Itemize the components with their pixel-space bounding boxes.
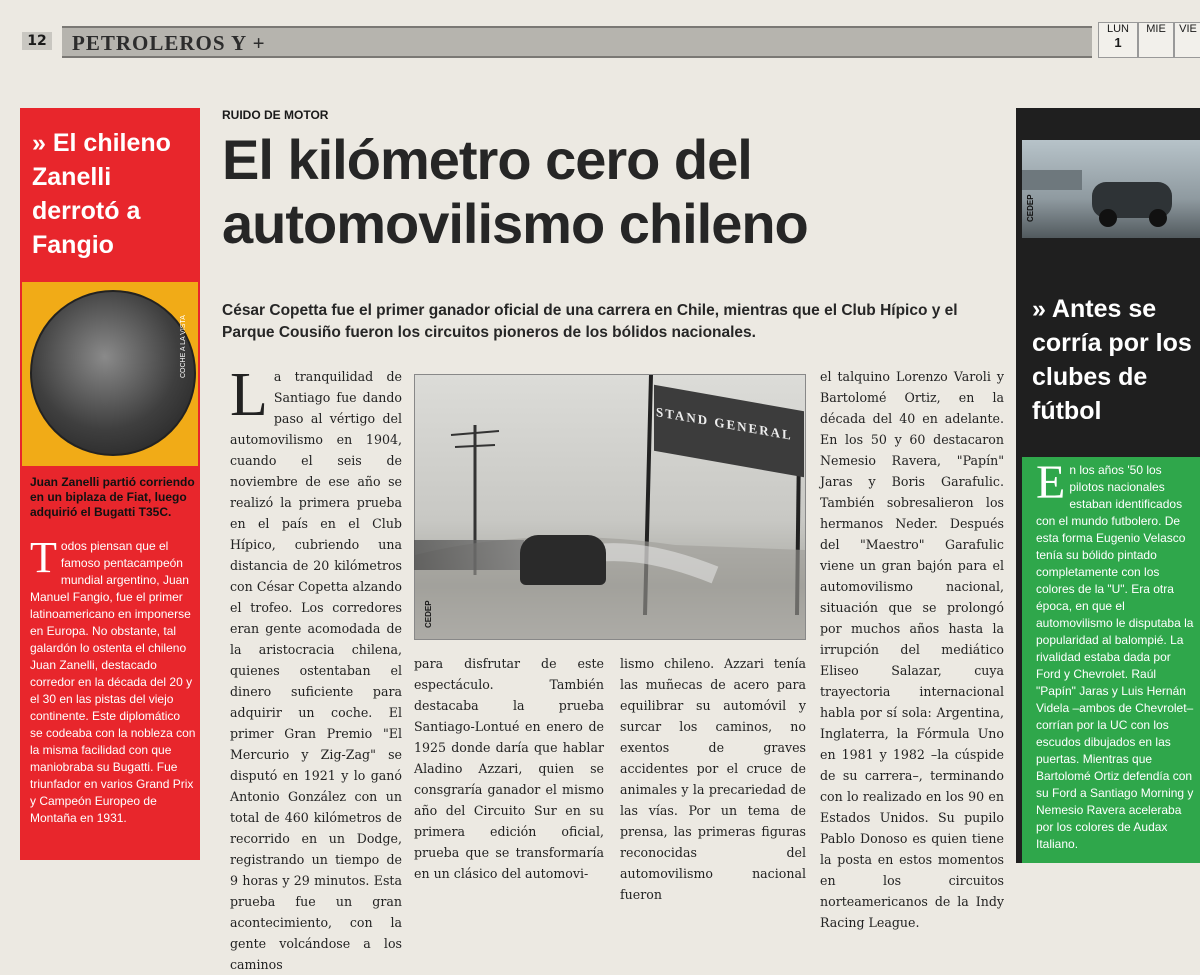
portrait-photo [30,290,196,456]
drop-cap: T [30,533,57,582]
race-car [520,535,606,585]
race-banner-text: STAND GENERAL [656,403,793,444]
right-sidebar-text: n los años '50 los pilotos nacionales estaban identificados con el mundo futbolero. De esta forma Eugenio Velasco tenía su bólido pintado completamente con los colores de la "U". Era otra época, en que el automovilismo le disputaba la popularidad al balompié. La rivalidad estaba dada por Ford y Chevrolet. Raúl "Papín" Jaras y Luis Hernán Videla –ambos de Chevrolet– corrían por la UC con los escudos dibujados en las puertas. Mientras que Bartolomé Ortiz defendía con su Ford a Santiago Morning y Nemesio Ravera aceleraba por los colores de Audax Italiano. [1036,463,1194,851]
drop-cap: E [1036,456,1066,509]
day-label: VIE [1179,23,1197,35]
left-sidebar-headline: » El chileno Zanelli derrotó a Fangio [32,129,171,259]
page-number: 12 [22,32,52,50]
article-column-1 [230,361,402,975]
right-sidebar-headline: » Antes se corría por los clubes de fútbol [1032,295,1192,425]
drop-cap: L [230,361,268,429]
day-number: 1 [1114,35,1122,50]
article-column-3: lismo chileno. Azzari tenía las muñecas de acero para equilibrar su automóvil y surcar los caminos, no exentos de graves accidentes por el cruce de animales y la precariedad de las vías. Por un tema de prensa, las primeras figuras reconocidas del automovilismo nacional fueron [620,656,806,902]
article-deck: César Copetta fue el primer ganador oficial de una carrera en Chile, mientras que el Club Hípico y el Parque Cousiño fueron los circuitos pioneros de los bólidos nacionales. [222,302,958,341]
crowd-silhouette [414,540,524,570]
article-column-2: para disfrutar de este espectáculo. También destacaba la prueba Santiago-Lontué en enero de 1925 donde daría que hablar Aladino Azzari, quien se consgraría ganador el mismo año del Circuito Sur en su primera edición oficial, prueba que se transformaría en un clásico del automovi- [414,656,604,881]
left-sidebar-text: odos piensan que el famoso pentacampeón mundial argentino, Juan Manuel Fangio, fue el primer latinoamericano en imponerse en Europa. No obstante, tal galardón lo ostenta el chileno Juan Zanelli, destacado corredor en la década del 20 y el 30 en las pistas del viejo continente. Este diplomático se codeaba con la nobleza con la misma facilidad con que maniobraba su Bugatti. Fue triunfador en varios Grand Prix y Campeón Europeo de Montaña en 1931. [30,539,196,825]
day-label: LUN [1106,23,1129,35]
day-tab-lun[interactable] [1098,22,1138,58]
right-sidebar-body [1036,456,1198,853]
vintage-race-illustration [1022,140,1200,238]
vintage-race-photo [1022,140,1200,238]
race-photo-credit: CEDEP [424,600,433,628]
column-text: a tranquilidad de Santiago fue dando paso al vértigo del automovilismo en 1904, cuando el seis de noviembre de ese año se realizó la primera prueba en el país en el Club Hípico, cubriendo una distancia de 20 kilómetros con César Copetta alzando el trofeo. Los corredores eran gente acomodada de la aristocracia chilena, quienes ostentaban el dinero suficiente para adquirir un coche. El primer Gran Premio "El Mercurio y Zig-Zag" se disputó en 1921 y lo ganó Antonio González con un total de 460 kilómetros de recorrido en un Dodge, registrando un tiempo de 9 horas y 29 minutos. Esta prueba fue un gran acontecimiento, con la gente volcándose a los caminos [230,369,402,972]
portrait-photo-credit: COCHE A LA VISTA [180,315,187,378]
article-column-4: el talquino Lorenzo Varoli y Bartolomé Ortiz, en la década del 40 en adelante. En los 50 y 60 destacaron Nemesio Ravera, "Papín" Jaras y Boris Garafulic. También sobresalieron los hermanos Neder. Después del "Maestro" Garafulic viene un gran bajón para el automovilismo nacional, situación que se prolongó por muchos años hasta la irrupción del mediático Eliseo Salazar, cuya trayectoria internacional habla por sí sola: Argentina, Inglaterra, la Fórmula Uno en 1981 y 1982 –la cúspide de su carrera–, terminando con lo realizado en los 90 en Estados Unidos. Su pupilo Pablo Donoso es quien tiene la posta en estos momentos en los circuitos norteamericanos de la Indy Racing League. [820,369,1004,930]
section-title: PETROLEROS Y + [72,31,266,55]
day-tab-mie[interactable] [1138,22,1174,58]
vintage-photo-credit: CEDEP [1026,194,1035,222]
article-kicker: RUIDO DE MOTOR [222,108,329,122]
article-headline: El kilómetro cero del automovilismo chileno [222,128,808,255]
day-tab-vie[interactable] [1174,22,1200,58]
left-sidebar-body [30,533,196,827]
day-label: MIE [1146,23,1166,35]
portrait-caption: Juan Zanelli partió corriendo en un biplaza de Fiat, luego adquirió el Bugatti T35C. [30,475,195,519]
